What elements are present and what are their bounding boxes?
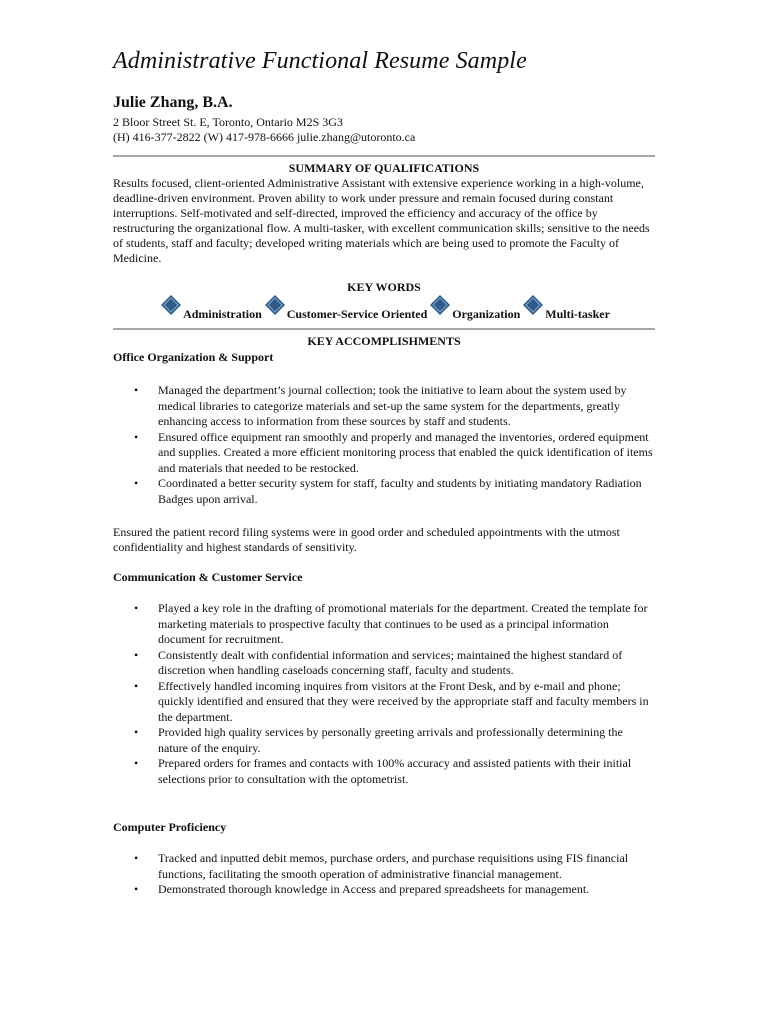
diamond-bullet-icon [429, 294, 452, 322]
summary-heading: SUMMARY OF QUALIFICATIONS [288, 161, 480, 175]
keyword-label: Multi-tasker [545, 307, 610, 321]
diamond-bullet-icon [522, 294, 545, 322]
keyword-label: Organization [452, 307, 521, 321]
computer-bullet-list [113, 851, 655, 898]
office-bullet-list [113, 383, 655, 507]
divider [113, 155, 655, 157]
person-name: Julie Zhang, B.A. [113, 94, 233, 111]
divider [113, 328, 655, 330]
communication-subheading: Communication & Customer Service [113, 570, 303, 584]
list-item: • Effectively handled incoming inquires from visitors at the Front Desk, and by e-mail and phone; quickly identified and ensured that they were received by the appropriate staff and faculty members in the department. [113, 679, 655, 726]
office-closing-text: Ensured the patient record filing systems were in good order and scheduled appointments with the utmost confidentiality and highest standards of sensitivity. [113, 525, 620, 554]
keyword-item [160, 294, 262, 322]
list-item: • Consistently dealt with confidential information and services; maintained the highest standard of discretion when handling caseloads concerning staff, faculty and students. [113, 648, 655, 679]
keyword-label: Customer-Service Oriented [286, 307, 428, 321]
list-item: • Prepared orders for frames and contacts with 100% accuracy and assisted patients with their initial selections prior to consultation with the optometrist. [113, 756, 655, 787]
office-subheading: Office Organization & Support [113, 350, 274, 364]
diamond-bullet-icon [264, 294, 287, 322]
computer-subheading: Computer Proficiency [113, 820, 227, 834]
list-item: • Played a key role in the drafting of promotional materials for the department. Created the template for marketing materials to prospective faculty that continues to be used as a principal information document for recruitment. [113, 601, 655, 648]
list-item: • Tracked and inputted debit memos, purchase orders, and purchase requisitions using FIS financial functions, facilitating the smooth operation of administrative financial management. [113, 851, 655, 882]
keyword-item [429, 294, 520, 322]
keywords-heading: KEY WORDS [347, 280, 421, 294]
summary-text: Results focused, client-oriented Administrative Assistant with extensive experience working in a high-volume, deadline-driven environment. Proven ability to work under pressure and remain focused during constant interruptions. Self-motivated and self-directed, improved the efficiency and accuracy of the office by restructuring the organizational flow. A multi-tasker, with excellent communication skills; sensitive to the needs of students, staff and faculty; developed writing materials which are being used to promote the Faculty of Medicine. [113, 176, 650, 265]
keyword-label: Administration [183, 307, 262, 321]
keyword-item [264, 294, 428, 322]
resume-page [113, 46, 655, 898]
keyword-item [522, 294, 610, 322]
address: 2 Bloor Street St. E, Toronto, Ontario M2S 3G3 [113, 115, 343, 129]
document-title: Administrative Functional Resume Sample [113, 48, 527, 74]
keywords-row [113, 298, 655, 322]
list-item: • Managed the department’s journal collection; took the initiative to learn about the system used by medical libraries to categorize materials and set-up the same system for the departments, greatly enhancing access to information from these sources by staff and students. [113, 383, 655, 430]
communication-bullet-list [113, 601, 655, 787]
list-item: • Provided high quality services by personally greeting arrivals and professionally determining the nature of the enquiry. [113, 725, 655, 756]
accomplishments-heading: KEY ACCOMPLISHMENTS [307, 334, 461, 348]
list-item: • Ensured office equipment ran smoothly and properly and managed the inventories, ordered equipment and supplies. Created a more efficient monitoring process that enabled the quick identification of items and materials that needed to be restocked. [113, 430, 655, 477]
diamond-bullet-icon [160, 294, 183, 322]
list-item: • Coordinated a better security system for staff, faculty and students by initiating mandatory Radiation Badges upon arrival. [113, 476, 655, 507]
list-item: • Demonstrated thorough knowledge in Access and prepared spreadsheets for management. [113, 882, 655, 898]
phone-email: (H) 416-377-2822 (W) 417-978-6666 julie.zhang@utoronto.ca [113, 130, 416, 144]
